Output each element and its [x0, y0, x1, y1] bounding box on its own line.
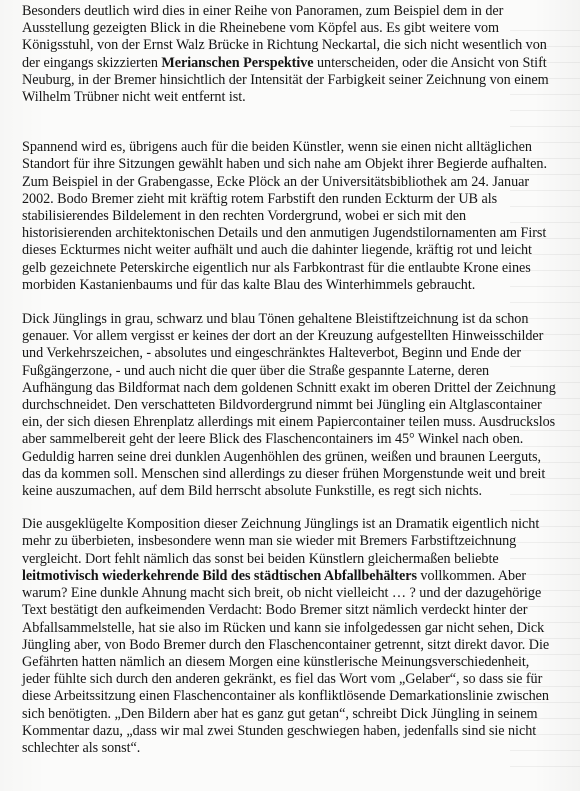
paragraph-2	[22, 139, 558, 294]
paragraph-3	[22, 311, 558, 500]
paragraph-1-bold-phrase: Merianschen Perspektive	[161, 54, 314, 71]
paragraph-3-text: Dick Jünglings in grau, schwarz und blau Tönen gehaltene Bleistiftzeichnung ist da schon genauer. Vor allem vergisst er keines der dort an der Kreuzung aufgestellten Hinweisschilder und Verkehrszeichen, - absolutes und eingeschränktes Halteverbot, Beginn und Ende der Fußgängerzone, - und auch nicht die quer über die Straße gespannte Laterne, deren Aufhängung das Bildformat nach dem goldenen Schnitt exakt im oberen Drittel der Zeichnung durchschneidet. Den verschatteten Bildvordergrund nimmt bei Jüngling ein Altglascontainer ein, der sich diesen Ehrenplatz allerdings mit einem Papiercontainer teilen muss. Ausdruckslos aber sammelbereit geht der leere Blick des Flaschencontainers im 45° Winkel nach oben. Geduldig harren seine drei dunklen Augenhöhlen des grünen, weißen und braunen Leerguts, das da kommen soll. Menschen sind allerdings zu dieser frühen Morgenstunde weit und breit keine auszumachen, auf dem Bild herrscht absolute Funkstille, es regt sich nichts.	[22, 311, 556, 500]
paragraph-4-text-part-2: vollkommen. Aber warum? Eine dunkle Ahnung macht sich breit, ob nicht vielleicht … ? und der dazugehörige Text bestätigt den aufkeimenden Verdacht: Bodo Bremer sitzt nämlich verdeckt hinter der Abfallsammelstelle, hat sie also im Rücken und kann sie infolgedessen gar nicht sehen, Dick Jüngling aber, von Bodo Bremer durch den Flaschencontainer getrennt, sitzt direkt davor. Die Gefährten hatten nämlich an diesem Morgen eine künstlerische Meinungsverschiedenheit, jeder fühlte sich durch den anderen gekränkt, es fiel das Wort vom „Gelaber“, so dass sie für diese Arbeitssitzung einen Flaschencontainer als konfliktlösende Demarkationslinie zwischen sich benötigten. „Den Bildern aber hat es ganz gut getan“, schreibt Dick Jüngling in seinem Kommentar dazu, „dass wir mal zwei Stunden geschwiegen haben, jedenfalls sind sie nicht schlechter als sonst“.	[22, 567, 550, 756]
paragraph-4-bold-phrase: leitmotivisch wiederkehrende Bild des städtischen Abfallbehälters	[22, 567, 417, 584]
paragraph-4	[22, 516, 558, 757]
document-body	[22, 3, 558, 757]
paragraph-1	[22, 3, 558, 106]
paragraph-1-text-part-2: unterscheiden, oder die Ansicht von Stift Neuburg, in der Bremer hinsichtlich der Intensität der Farbigkeit seiner Zeichnung von einem Wilhelm Trübner nicht weit entfernt ist.	[22, 54, 549, 106]
paragraph-1-text-part-1: Besonders deutlich wird dies in einer Reihe von Panoramen, zum Beispiel dem in der Ausstellung gezeigten Blick in die Rheinebene vom Köpfel aus. Es gibt weitere vom Königsstuhl, von der Ernst Walz Brücke in Richtung Neckartal, die sich nicht wesentlich von der eingangs skizzierten	[22, 3, 547, 71]
paragraph-2-text: Spannend wird es, übrigens auch für die beiden Künstler, wenn sie einen nicht alltäglichen Standort für ihre Sitzungen gewählt haben und sich nahe am Objekt ihrer Begierde aufhalten. Zum Beispiel in der Grabengasse, Ecke Plöck an der Universitätsbibliothek am 24. Januar 2002. Bodo Bremer zieht mit kräftig rotem Farbstift den runden Eckturm der UB als stabilisierendes Bildelement in den rechten Vordergrund, wobei er sich mit den historisierenden architektonischen Details und den anmutigen Jugendstilornamenten am First dieses Eckturmes nicht weiter aufhält und auch die dahinter liegende, kräftig rot und leicht gelb gezeichnete Peterskirche eigentlich nur als Farbkontrast für die entlaubte Krone eines morbiden Kastanienbaums und für das kalte Blau des Winterhimmels gebraucht.	[22, 139, 547, 293]
paragraph-4-text-part-1: Die ausgeklügelte Komposition dieser Zeichnung Jünglings ist an Dramatik eigentlich nicht mehr zu überbieten, insbesondere wenn man sie wieder mit Bremers Farbstiftzeichnung vergleicht. Dort fehlt nämlich das sonst bei beiden Künstlern gleichermaßen beliebte	[22, 516, 540, 567]
